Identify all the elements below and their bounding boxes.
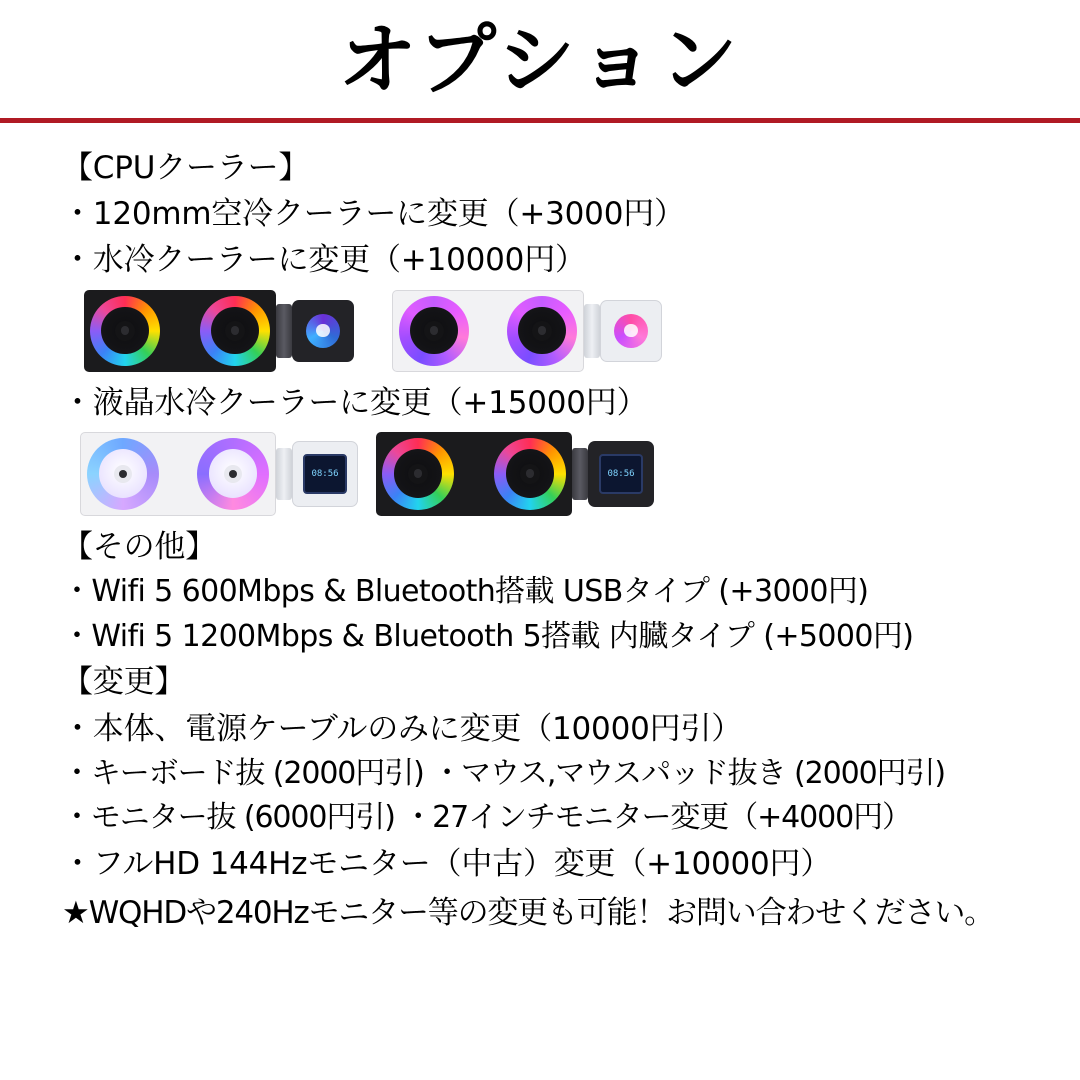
change-item-3: ・フルHD 144Hzモニター（中古）変更（+10000円） [62,846,832,883]
cpu-cooler-heading: 【CPUクーラー】 [62,150,310,186]
pump-block [292,300,354,362]
fan-icon [87,438,159,510]
pump-lcd-screen: 08:56 [599,454,643,494]
radiator-white [80,432,276,516]
pump-block-lcd [588,441,654,507]
radiator-black [376,432,572,516]
change-heading: 【変更】 [62,664,186,701]
cooler-image-row-1 [62,290,1046,372]
change-item-2: ・モニター抜 (6000円引) ・27インチモニター変更（+4000円） [62,800,911,836]
fan-icon [90,296,160,366]
page-header [0,0,1080,118]
fan-icon [494,438,566,510]
aio-cooler-white-lcd [80,432,358,516]
other-heading: 【その他】 [62,528,216,565]
page-title: オプション [338,16,742,106]
other-item-0: ・Wifi 5 600Mbps & Bluetooth搭載 USBタイプ (+3000円) [62,573,869,609]
fan-icon [382,438,454,510]
change-item-1: ・キーボード抜 (2000円引) ・マウス,マウスパッド抜き (2000円引) [62,755,945,791]
pump-block-lcd [292,441,358,507]
cpu-cooler-item-1: ・水冷クーラーに変更（+10000円） [62,242,586,279]
fan-icon [200,296,270,366]
fan-icon [197,438,269,510]
aio-cooler-black-lcd [376,432,654,516]
change-item-0: ・本体、電源ケーブルのみに変更（10000円引） [62,710,743,747]
fan-icon [507,296,577,366]
fan-icon [399,296,469,366]
radiator-black [84,290,276,372]
pump-lcd-screen: 08:56 [303,454,347,494]
cpu-cooler-item-0: ・120mm空冷クーラーに変更（+3000円） [62,196,685,233]
page-content [0,123,1080,1080]
aio-cooler-black-rgb [84,290,354,372]
other-item-1: ・Wifi 5 1200Mbps & Bluetooth 5搭載 内臓タイプ (+5000円) [62,618,914,654]
pump-block [600,300,662,362]
cooler-image-row-2 [62,432,1046,516]
lcd-cooler-item: ・液晶水冷クーラーに変更（+15000円） [62,384,648,421]
footer-note: ★WQHDや240Hzモニター等の変更も可能！お問い合わせください。 [62,895,994,932]
radiator-white [392,290,584,372]
aio-cooler-white-rgb [392,290,662,372]
